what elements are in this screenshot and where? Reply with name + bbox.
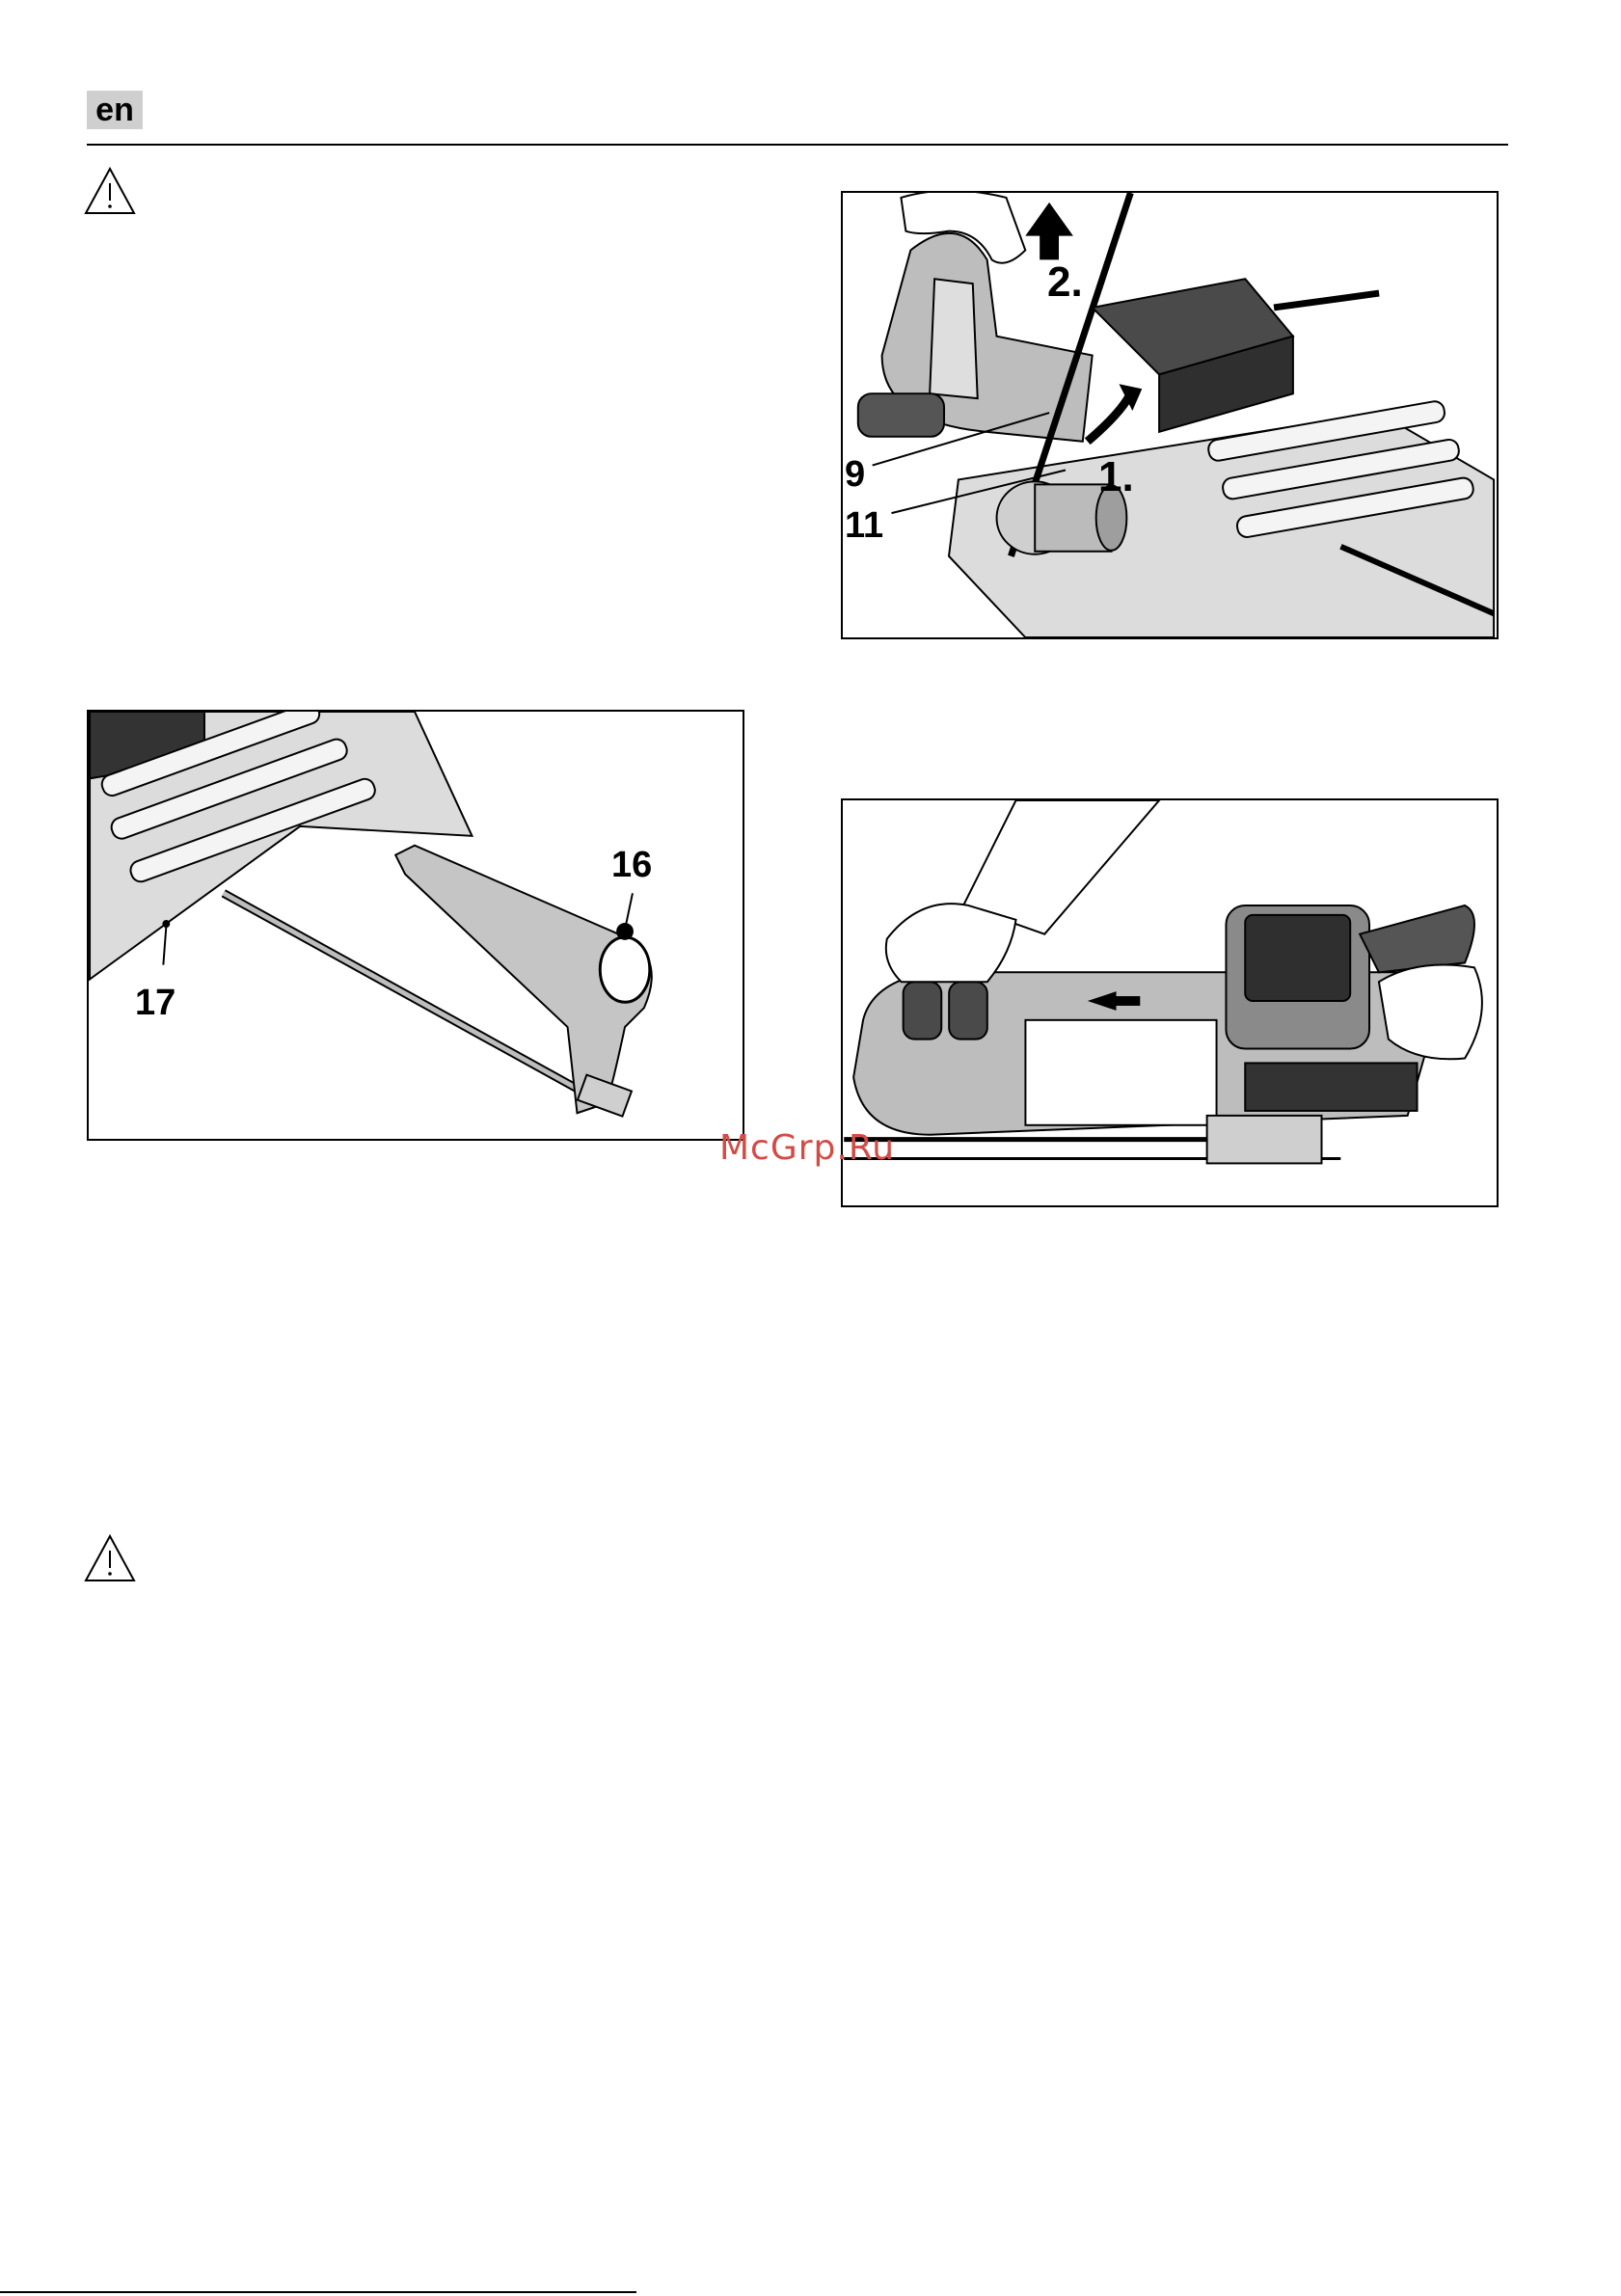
figure-support-bracket-illustration <box>89 712 743 1139</box>
warning-triangle-icon <box>83 166 137 216</box>
watermark: McGrp.Ru <box>719 1128 896 1168</box>
footer-rule <box>0 2291 636 2293</box>
header-rule <box>87 144 1508 146</box>
step-2: 2. <box>1047 258 1083 306</box>
figure-blade-change <box>841 191 1499 639</box>
figure-handheld-saw <box>841 798 1499 1207</box>
callout-9: 9 <box>845 454 866 495</box>
callout-17: 17 <box>135 983 176 1023</box>
step-1: 1. <box>1098 453 1134 500</box>
figure-blade-change-illustration <box>843 193 1497 637</box>
callout-16: 16 <box>611 845 653 885</box>
warning-triangle-icon <box>83 1533 137 1583</box>
language-tag: en <box>87 91 143 129</box>
callout-11: 11 <box>845 505 884 546</box>
figure-support-bracket <box>87 710 744 1141</box>
figure-handheld-saw-illustration <box>843 800 1497 1205</box>
